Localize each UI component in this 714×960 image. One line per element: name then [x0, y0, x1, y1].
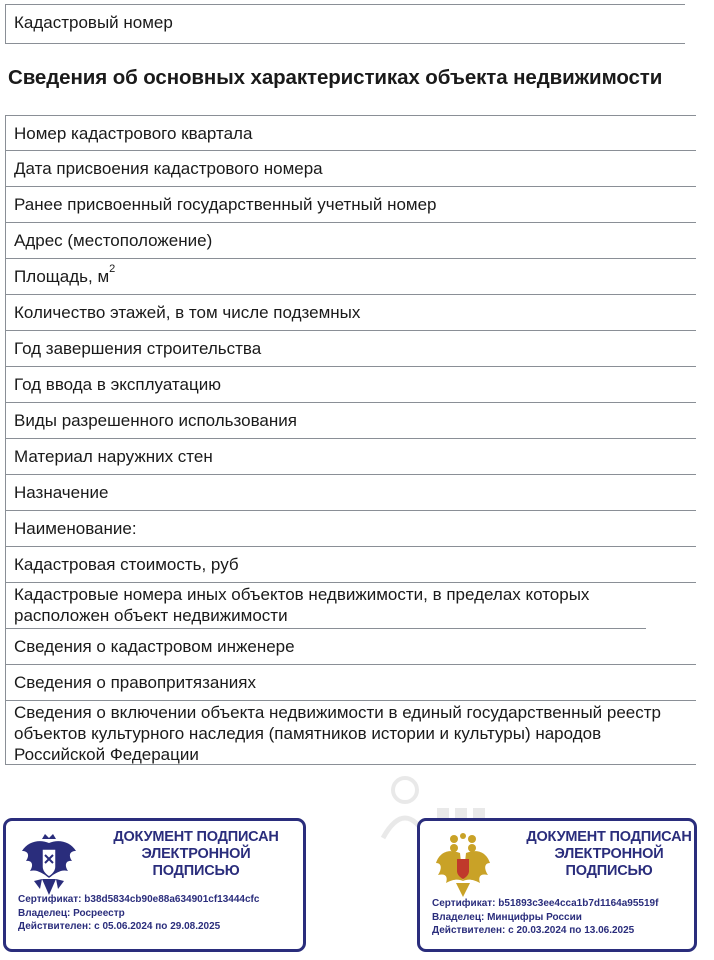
section-title: Сведения об основных характеристиках объекта недвижимости: [8, 66, 663, 89]
table-row: [6, 151, 696, 187]
row-label: [14, 263, 116, 287]
validity-text: Действителен: с 20.03.2024 по 13.06.2025: [432, 925, 635, 936]
table-row: [6, 511, 696, 547]
table-row: [6, 701, 696, 765]
stamp-title-line: ЭЛЕКТРОННОЙ: [554, 846, 664, 862]
row-label: Наименование:: [14, 519, 137, 538]
row-label: Год ввода в эксплуатацию: [14, 375, 221, 394]
row-label: Сведения о правопритязаниях: [14, 673, 256, 692]
signature-stamp-mintsifry: [417, 818, 697, 952]
cadastral-number-row: [5, 4, 685, 44]
stamp-title: [90, 829, 302, 880]
row-label: Виды разрешенного использования: [14, 411, 297, 430]
table-row: [6, 223, 696, 259]
row-label: Номер кадастрового квартала: [14, 123, 253, 143]
row-label: Назначение: [14, 483, 109, 502]
table-row: [6, 295, 696, 331]
properties-table: [5, 115, 696, 765]
stamp-title-line: ЭЛЕКТРОННОЙ: [141, 846, 251, 862]
table-row: [6, 116, 696, 151]
row-label: Кадастровая стоимость, руб: [14, 555, 239, 574]
row-label: Сведения о кадастровом инженере: [14, 637, 295, 656]
area-unit-superscript: 2: [109, 263, 116, 276]
certificate-text: Сертификат: b38d5834cb90e88a634901cf13444cfc: [18, 894, 260, 905]
row-label: Материал наружних стен: [14, 447, 213, 466]
row-label: Сведения о включении объекта недвижимости в единый государственный реестр объектов культурного наследия (памятников истории и культуры) народов Российской Федерации: [14, 703, 661, 764]
stamp-title-line: ДОКУМЕНТ ПОДПИСАН: [526, 829, 692, 845]
stamp-title-line: ДОКУМЕНТ ПОДПИСАН: [113, 829, 279, 845]
owner-text: Владелец: Росреестр: [18, 907, 125, 919]
area-label-text: Площадь, м: [14, 267, 110, 286]
russia-coat-of-arms-icon: [434, 833, 492, 899]
table-row: [6, 259, 696, 295]
table-row: [6, 629, 696, 665]
stamp-title-line: ПОДПИСЬЮ: [565, 863, 653, 879]
stamp-meta: [18, 893, 259, 934]
table-row: [6, 583, 646, 629]
row-label: Кадастровые номера иных объектов недвижимости, в пределах которых расположен объект недвижимости: [14, 585, 590, 625]
table-row: [6, 547, 696, 583]
table-row: [6, 475, 696, 511]
stamp-meta: [432, 897, 658, 938]
row-label: Год завершения строительства: [14, 339, 262, 358]
row-label: Дата присвоения кадастрового номера: [14, 159, 323, 178]
table-row: [6, 665, 696, 701]
row-label: Ранее присвоенный государственный учетный номер: [14, 195, 437, 214]
table-row: [6, 403, 696, 439]
stamp-title-line: ПОДПИСЬЮ: [152, 863, 240, 879]
rosreestr-emblem-icon: [20, 833, 78, 899]
row-label: Адрес (местоположение): [14, 231, 213, 250]
table-row: [6, 439, 696, 475]
stamp-title: [504, 829, 714, 880]
table-row: [6, 331, 696, 367]
signature-stamp-rosreestr: [3, 818, 306, 952]
row-label: Количество этажей, в том числе подземных: [14, 303, 361, 322]
certificate-text: Сертификат: b51893c3ee4cca1b7d1164a95519f: [432, 898, 659, 909]
cadastral-number-label: Кадастровый номер: [14, 13, 173, 32]
table-row: [6, 187, 696, 223]
owner-text: Владелец: Минцифры России: [432, 911, 582, 923]
validity-text: Действителен: с 05.06.2024 по 29.08.2025: [18, 921, 221, 932]
table-row: [6, 367, 696, 403]
